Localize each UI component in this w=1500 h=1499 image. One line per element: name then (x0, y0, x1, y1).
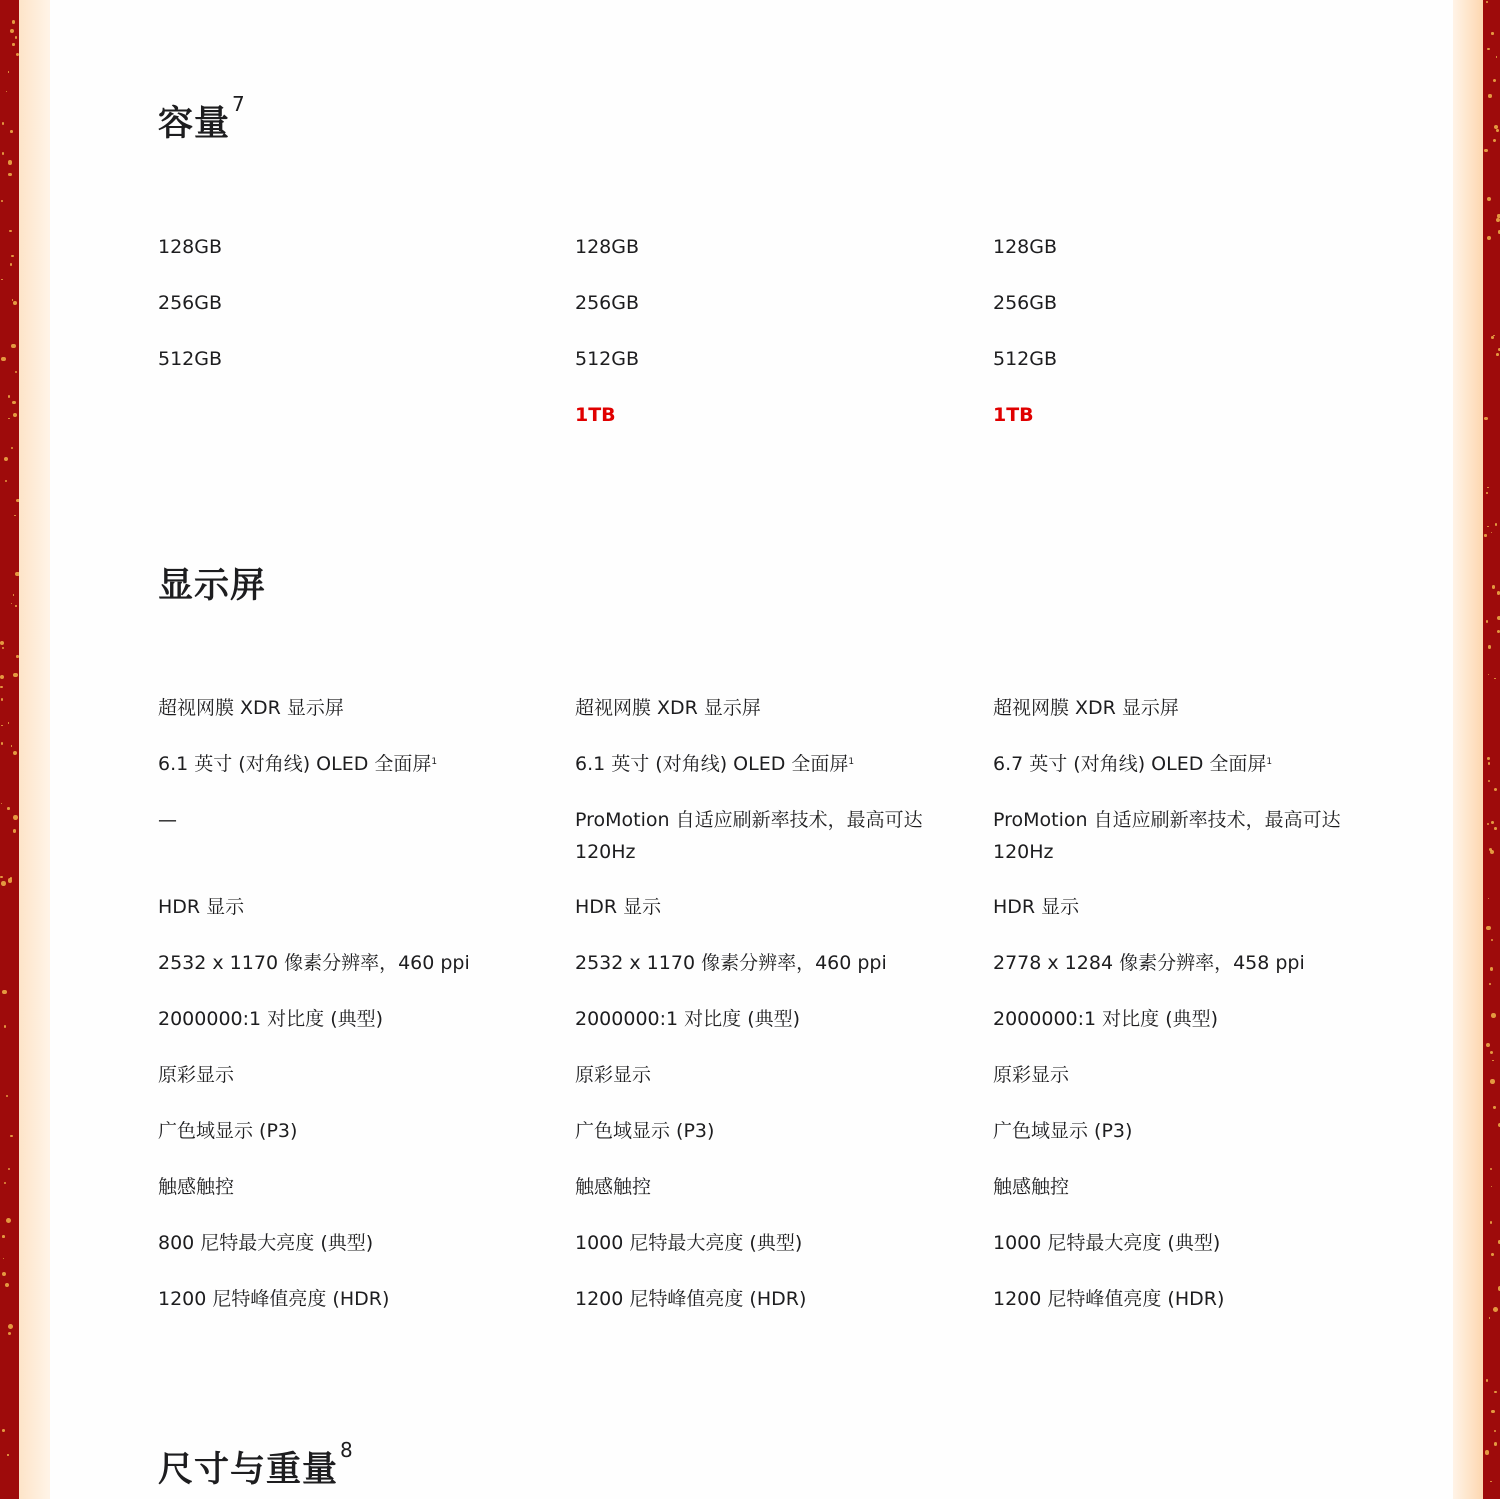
display-spec-text: — (158, 809, 177, 831)
display-spec-text: ProMotion 自适应刷新率技术，最高可达 120Hz (993, 809, 1341, 863)
capacity-option: 128GB (575, 236, 640, 258)
sparkle-dot (1494, 827, 1497, 830)
sparkle-dot (13, 413, 17, 417)
sparkle-dot (8, 160, 12, 164)
sparkle-dot (1485, 1450, 1490, 1455)
display-spec-text: 2532 x 1170 像素分辨率，460 ppi (575, 952, 887, 974)
sparkle-dot (1488, 898, 1489, 899)
display-spec-text: 超视网膜 XDR 显示屏 (993, 697, 1179, 719)
display-spec-size (158, 748, 437, 780)
sparkle-dot (1489, 1317, 1490, 1318)
sparkle-dot (1490, 1079, 1495, 1084)
sparkle-dot (0, 876, 2, 878)
display-spec-hdr (993, 891, 1079, 923)
sparkle-dot (10, 877, 12, 879)
display-spec-type (575, 692, 761, 724)
spec-card (50, 0, 1453, 1499)
sparkle-dot (12, 401, 16, 405)
sparkle-dot (13, 673, 18, 678)
display-spec-text: 1000 尼特最大亮度 (典型) (575, 1232, 803, 1254)
sparkle-dot (1494, 788, 1497, 791)
sparkle-dot (4, 457, 8, 461)
sparkle-dot (1497, 630, 1500, 633)
sparkle-dot (1491, 821, 1494, 824)
capacity-option: 512GB (993, 348, 1058, 370)
display-spec-text: 2000000:1 对比度 (典型) (993, 1008, 1219, 1030)
sparkle-dot (13, 301, 17, 305)
sparkle-dot (2, 152, 4, 154)
sparkle-dot (11, 344, 15, 348)
sparkle-dot (15, 36, 17, 38)
display-spec-text: 800 尼特最大亮度 (典型) (158, 1232, 374, 1254)
sparkle-dot (1496, 129, 1499, 132)
sparkle-dot (8, 173, 11, 176)
display-spec-hdr (575, 891, 661, 923)
sparkle-dot (1488, 762, 1491, 765)
sparkle-dot (1487, 526, 1488, 527)
display-spec-contrast (575, 1003, 800, 1035)
sparkle-dot (1488, 94, 1491, 97)
display-spec-text: 6.7 英寸 (对角线) OLED 全面屏 (993, 753, 1267, 775)
dimensions-title-text: 尺寸与重量 (158, 1450, 339, 1490)
display-spec-text: 触感触控 (575, 1176, 652, 1198)
capacity-option: 512GB (158, 348, 223, 370)
sparkle-dot (8, 418, 9, 419)
capacity-option-highlight: 1TB (575, 404, 616, 426)
sparkle-dot (1490, 1168, 1492, 1170)
sparkle-dot (1490, 967, 1494, 971)
sparkle-dot (8, 1324, 13, 1329)
sparkle-dot (1491, 1186, 1493, 1188)
sparkle-dot (2, 122, 4, 124)
sparkle-dot (1487, 48, 1490, 51)
sparkle-dot (1493, 139, 1496, 142)
display-spec-contrast (158, 1003, 383, 1035)
sparkle-dot (15, 605, 16, 606)
capacity-option-highlight: 1TB (993, 404, 1034, 426)
display-spec-text: 广色域显示 (P3) (993, 1120, 1133, 1142)
sparkle-dot (1496, 56, 1498, 58)
sparkle-dot (1488, 780, 1490, 782)
display-spec-text: 1200 尼特峰值亮度 (HDR) (158, 1288, 390, 1310)
display-spec-size (575, 748, 854, 780)
sparkle-dot (0, 641, 4, 645)
display-spec-text: HDR 显示 (158, 896, 245, 918)
sparkle-dot (1491, 32, 1493, 34)
display-spec-max-brightness (158, 1227, 373, 1259)
sparkle-dot (1486, 1043, 1490, 1047)
display-spec-text: 触感触控 (993, 1176, 1070, 1198)
sparkle-dot (1489, 848, 1492, 851)
display-spec-text: 广色域显示 (P3) (575, 1120, 715, 1142)
display-spec-hdr (158, 891, 244, 923)
sparkle-dot (11, 447, 13, 449)
display-spec-max-brightness (993, 1227, 1220, 1259)
sparkle-dot (11, 603, 12, 604)
display-spec-haptic (993, 1171, 1069, 1203)
sparkle-dot (10, 29, 15, 34)
display-spec-text: HDR 显示 (575, 896, 662, 918)
display-spec-peak-brightness (158, 1283, 389, 1315)
sparkle-dot (1, 725, 3, 727)
sparkle-dot (10, 263, 13, 266)
capacity-option: 256GB (993, 292, 1058, 314)
display-title-text: 显示屏 (158, 566, 267, 606)
sparkle-dot (1487, 487, 1488, 488)
sparkle-dot (8, 395, 11, 398)
display-spec-type (993, 692, 1179, 724)
sparkle-dot (2, 1272, 6, 1276)
sparkle-dot (1, 881, 6, 886)
display-spec-text: 1200 尼特峰值亮度 (HDR) (575, 1288, 807, 1310)
display-spec-true-tone (993, 1059, 1069, 1091)
sparkle-dot (8, 71, 9, 72)
sparkle-dot (15, 371, 17, 373)
sparkle-dot (1487, 757, 1490, 760)
display-spec-text: 触感触控 (158, 1176, 235, 1198)
display-spec-p3 (158, 1115, 297, 1147)
display-spec-max-brightness (575, 1227, 802, 1259)
sparkle-dot (0, 686, 3, 689)
display-spec-text: 6.1 英寸 (对角线) OLED 全面屏 (158, 753, 432, 775)
display-spec-true-tone (158, 1059, 234, 1091)
sparkle-dot (1487, 823, 1490, 826)
sparkle-dot (1488, 674, 1489, 675)
sparkle-dot (10, 1135, 13, 1138)
sparkle-dot (0, 675, 4, 679)
sparkle-dot (6, 1095, 8, 1097)
sparkle-dot (1, 698, 3, 700)
capacity-option: 128GB (993, 236, 1058, 258)
sparkle-dot (5, 480, 7, 482)
display-spec-contrast (993, 1003, 1218, 1035)
display-spec-text: 2000000:1 对比度 (典型) (575, 1008, 801, 1030)
display-spec-text: 2000000:1 对比度 (典型) (158, 1008, 384, 1030)
sparkle-dot (1490, 1221, 1492, 1223)
footnote-marker: 1 (848, 757, 855, 767)
sparkle-dot (1491, 1013, 1496, 1018)
sparkle-dot (13, 751, 17, 755)
sparkle-dot (13, 594, 14, 595)
sparkle-dot (1493, 1106, 1495, 1108)
sparkle-dot (1493, 79, 1496, 82)
sparkle-dot (1487, 197, 1491, 201)
sparkle-dot (1, 200, 3, 202)
sparkle-dot (13, 815, 18, 820)
sparkle-dot (2, 647, 4, 649)
sparkle-dot (1, 357, 6, 362)
display-spec-text: 2778 x 1284 像素分辨率，458 ppi (993, 952, 1305, 974)
sparkle-dot (1491, 532, 1492, 533)
sparkle-dot (1490, 1481, 1491, 1482)
display-spec-text: 广色域显示 (P3) (158, 1120, 298, 1142)
sparkle-dot (1491, 939, 1493, 941)
sparkle-dot (1488, 645, 1491, 648)
capacity-footnote: 7 (232, 92, 246, 116)
display-spec-peak-brightness (993, 1283, 1224, 1315)
dimensions-title (158, 1438, 354, 1492)
sparkle-dot (1494, 1430, 1496, 1432)
display-spec-text: 1000 尼特最大亮度 (典型) (993, 1232, 1221, 1254)
sparkle-dot (1489, 983, 1491, 985)
display-spec-haptic (575, 1171, 651, 1203)
capacity-option: 256GB (158, 292, 223, 314)
sparkle-dot (1493, 1307, 1498, 1312)
dimensions-footnote: 8 (340, 1438, 354, 1462)
sparkle-dot (4, 1025, 7, 1028)
display-spec-haptic (158, 1171, 234, 1203)
sparkle-dot (1486, 1379, 1489, 1382)
sparkle-dot (1, 803, 2, 804)
footnote-marker: 1 (431, 757, 438, 767)
sparkle-dot (8, 878, 12, 882)
display-spec-text: ProMotion 自适应刷新率技术，最高可达 120Hz (575, 809, 923, 863)
sparkle-dot (5, 1283, 9, 1287)
sparkle-dot (1494, 1391, 1496, 1393)
sparkle-dot (8, 1168, 10, 1170)
sparkle-dot (1490, 1051, 1493, 1054)
sparkle-dot (1484, 149, 1487, 152)
display-spec-resolution (158, 947, 470, 979)
sparkle-dot (13, 829, 17, 833)
sparkle-dot (1496, 353, 1499, 356)
sparkle-dot (2, 990, 7, 995)
sparkle-dot (12, 20, 16, 24)
sparkle-dot (1486, 1, 1488, 3)
display-spec-promotion (575, 804, 935, 868)
sparkle-dot (1484, 534, 1486, 536)
sparkle-dot (1484, 417, 1487, 420)
display-spec-text: 2532 x 1170 像素分辨率，460 ppi (158, 952, 470, 974)
sparkle-dot (12, 43, 14, 45)
sparkle-dot (1494, 125, 1498, 129)
display-spec-text: 原彩显示 (575, 1064, 652, 1086)
display-spec-p3 (993, 1115, 1132, 1147)
sparkle-dot (1491, 336, 1494, 339)
sparkle-dot (6, 1218, 11, 1223)
display-spec-resolution (993, 947, 1305, 979)
sparkle-dot (1486, 492, 1488, 494)
display-spec-resolution (575, 947, 887, 979)
capacity-title-text: 容量 (158, 104, 231, 144)
display-spec-text: 超视网膜 XDR 显示屏 (158, 697, 344, 719)
sparkle-dot (7, 807, 10, 810)
display-spec-text: 原彩显示 (158, 1064, 235, 1086)
sparkle-dot (9, 230, 11, 232)
sparkle-dot (1494, 678, 1495, 679)
display-spec-p3 (575, 1115, 714, 1147)
sparkle-dot (1, 742, 3, 744)
sparkle-dot (1, 279, 2, 280)
sparkle-dot (1495, 523, 1497, 525)
display-spec-text: 6.1 英寸 (对角线) OLED 全面屏 (575, 753, 849, 775)
sparkle-dot (4, 1182, 6, 1184)
sparkle-dot (8, 722, 10, 724)
display-spec-peak-brightness (575, 1283, 806, 1315)
capacity-title (158, 92, 246, 146)
sparkle-dot (1487, 236, 1491, 240)
sparkle-dot (1486, 926, 1491, 931)
sparkle-dot (10, 130, 13, 133)
sparkle-dot (11, 745, 12, 746)
sparkle-dot (1492, 585, 1496, 589)
capacity-option: 512GB (575, 348, 640, 370)
display-spec-type (158, 692, 344, 724)
display-title (158, 558, 266, 608)
display-spec-text: 超视网膜 XDR 显示屏 (575, 697, 761, 719)
display-spec-promotion (158, 804, 518, 836)
capacity-option: 128GB (158, 236, 223, 258)
sparkle-dot (1491, 1410, 1494, 1413)
display-spec-text: 原彩显示 (993, 1064, 1070, 1086)
sparkle-dot (11, 255, 13, 257)
sparkle-dot (8, 1332, 11, 1335)
display-spec-size (993, 748, 1272, 780)
sparkle-dot (2, 1235, 5, 1238)
display-spec-promotion (993, 804, 1353, 868)
sparkle-dot (1486, 620, 1489, 623)
sparkle-dot (3, 1258, 4, 1259)
sparkle-dot (1491, 1253, 1494, 1256)
display-spec-text: 1200 尼特峰值亮度 (HDR) (993, 1288, 1225, 1310)
display-spec-true-tone (575, 1059, 651, 1091)
sparkle-dot (2, 1429, 5, 1432)
capacity-option: 256GB (575, 292, 640, 314)
sparkle-dot (1494, 1442, 1497, 1445)
sparkle-dot (1496, 218, 1500, 222)
footnote-marker: 1 (1266, 757, 1273, 767)
sparkle-dot (7, 1454, 8, 1455)
sparkle-dot (1492, 1060, 1494, 1062)
sparkle-dot (14, 515, 16, 517)
display-spec-text: HDR 显示 (993, 896, 1080, 918)
sparkle-dot (6, 91, 7, 92)
